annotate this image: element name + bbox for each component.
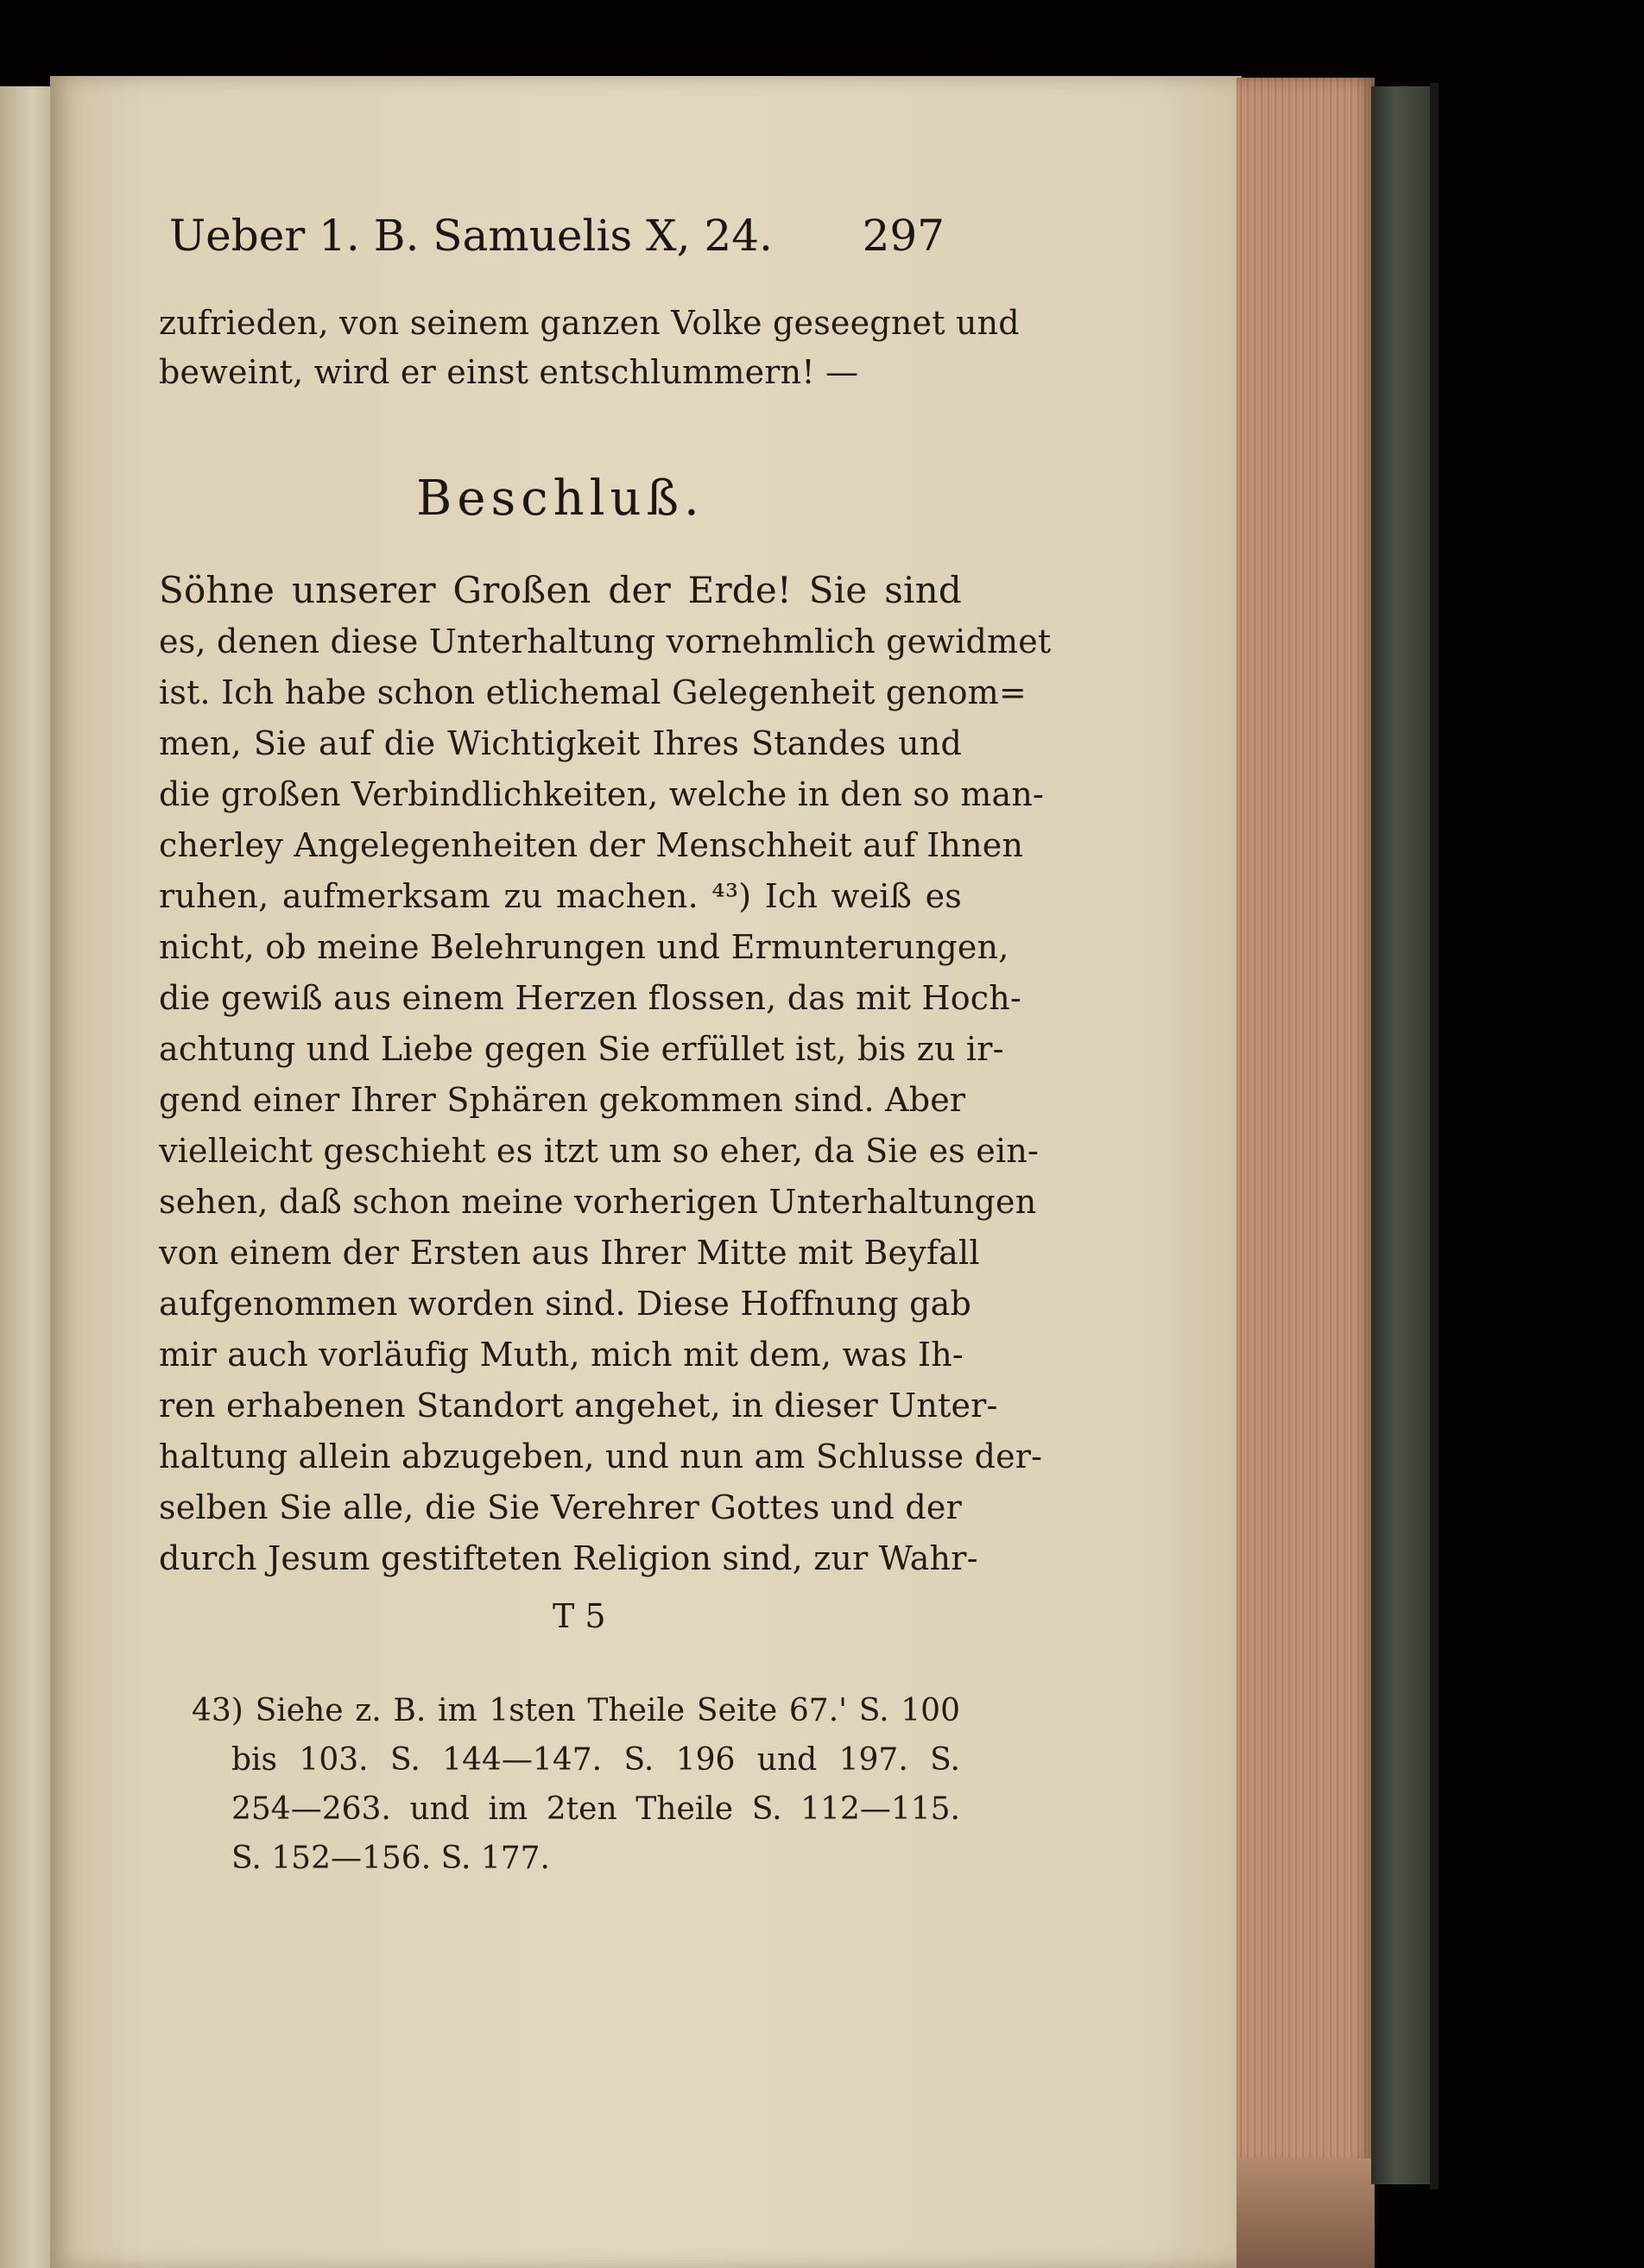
footnote-line: S. 152—156. S. 177.	[231, 1841, 550, 1876]
section-heading: Beschluß.	[416, 471, 705, 527]
page-number: 297	[862, 211, 945, 261]
text-line: die großen Verbindlichkeiten, welche in den so man-	[159, 775, 1045, 813]
text-line: selben Sie alle, die Sie Verehrer Gottes und der	[159, 1488, 962, 1526]
text-line: ist. Ich habe schon etlichemal Gelegenheit genom=	[159, 673, 1027, 711]
text-line: haltung allein abzugeben, und nun am Schlusse der-	[159, 1437, 1043, 1475]
text-line: es, denen diese Unterhaltung vornehmlich gewidmet	[159, 622, 1052, 660]
text-line: ren erhabenen Standort angehet, in dieser Unter-	[159, 1387, 998, 1425]
text-line: durch Jesum gestifteten Religion sind, zur Wahr-	[159, 1539, 978, 1577]
text-line: zufrieden, von seinem ganzen Volke geseegnet und	[159, 304, 1020, 342]
footnote-line: bis 103. S. 144—147. S. 196 und 197. S.	[231, 1742, 960, 1778]
footnote-line: 254—263. und im 2ten Theile S. 112—115.	[231, 1791, 960, 1827]
signature-mark: T 5	[553, 1597, 606, 1635]
text-line: gend einer Ihrer Sphären gekommen sind. Aber	[159, 1081, 966, 1119]
page-fore-edge-bottom	[1236, 2158, 1375, 2268]
text-line: die gewiß aus einem Herzen flossen, das mit Hoch-	[159, 979, 1022, 1017]
running-title: Ueber 1. B. Samuelis X, 24.	[169, 211, 773, 261]
text-line: ruhen, aufmerksam zu machen. ⁴³) Ich weiß es	[159, 877, 962, 915]
text-line: men, Sie auf die Wichtigkeit Ihres Standes und	[159, 724, 962, 762]
footnote-line: 43) Siehe z. B. im 1sten Theile Seite 67.' S. 100	[192, 1693, 960, 1728]
facing-page-edge	[0, 86, 54, 2268]
text-line: mir auch vorläufig Muth, mich mit dem, was Ih-	[159, 1336, 964, 1374]
text-line: beweint, wird er einst entschlummern! —	[159, 353, 859, 391]
book-cover-edge	[1430, 83, 1438, 2189]
text-line: achtung und Liebe gegen Sie erfüllet ist, bis zu ir-	[159, 1030, 1004, 1068]
text-line: aufgenommen worden sind. Diese Hoffnung gab	[159, 1285, 972, 1323]
book-cover	[1371, 86, 1432, 2184]
text-line: nicht, ob meine Belehrungen und Ermunterungen,	[159, 928, 1009, 966]
running-header	[169, 205, 945, 266]
text-line: Söhne unserer Großen der Erde! Sie sind	[159, 569, 962, 611]
page-fore-edge	[1236, 78, 1375, 2167]
text-line: von einem der Ersten aus Ihrer Mitte mit Beyfall	[159, 1234, 980, 1272]
text-line: cherley Angelegenheiten der Menschheit auf Ihnen	[159, 826, 1024, 864]
text-line: sehen, daß schon meine vorherigen Unterhaltungen	[159, 1183, 1037, 1221]
text-line: vielleicht geschieht es itzt um so eher, da Sie es ein-	[159, 1132, 1040, 1170]
